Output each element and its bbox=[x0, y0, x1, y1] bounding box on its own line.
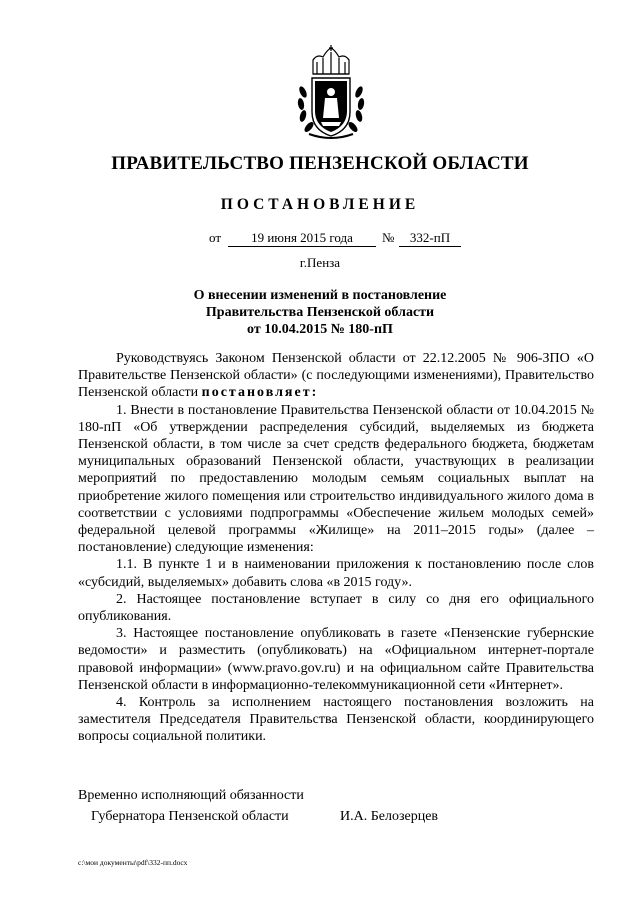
item-3: 3. Настоящее постановление опубликовать в газете «Пензенские губернские ведомости» и разместить (опубликовать) на «Официальном интернет-портале правовой информации» (www.pravo.gov.ru) и на официальном сайте Правительства Пензенской области в информационно-телекоммуникационной сети «Интернет». bbox=[78, 626, 594, 693]
date-prefix: от bbox=[209, 230, 222, 245]
city: г.Пенза bbox=[299, 255, 341, 270]
subject-line-1: О внесении изменений в постановление bbox=[193, 288, 447, 303]
document-body bbox=[78, 350, 594, 746]
intro-paragraph bbox=[78, 350, 594, 402]
number-sign: № bbox=[382, 230, 395, 245]
signatory-position-line-1: Временно исполняющий обязанности bbox=[78, 788, 304, 803]
intro-text: Руководствуясь Законом Пензенской области от 22.12.2005 № 906-ЗПО «О Правительстве Пензенской области» (с последующими изменениями), Правительство Пензенской области bbox=[78, 351, 594, 401]
item-4: 4. Контроль за исполнением настоящего постановления возложить на заместителя Председателя Правительства Пензенской области, координирующего вопросы социальной политики. bbox=[78, 695, 594, 745]
file-path-footer: c:\мои документы\pdf\332-пп.docx bbox=[78, 858, 188, 867]
subject-line-3: от 10.04.2015 № 180-пП bbox=[247, 322, 393, 337]
signatory-position-line-2: Губернатора Пензенской области bbox=[91, 809, 289, 824]
subject-line-2: Правительства Пензенской области bbox=[205, 305, 435, 320]
signatory-name: И.А. Белозерцев bbox=[340, 809, 439, 824]
document-date: 19 июня 2015 года bbox=[228, 230, 376, 247]
resolves-word: постановляет bbox=[201, 385, 312, 401]
document-number: 332-пП bbox=[399, 230, 461, 247]
document-subject bbox=[100, 287, 540, 338]
item-2: 2. Настоящее постановление вступает в силу со дня его официального опубликования. bbox=[78, 591, 594, 625]
document-type: ПОСТАНОВЛЕНИЕ bbox=[220, 196, 420, 213]
penza-coat-of-arms-icon bbox=[293, 44, 369, 142]
item-1-1: 1.1. В пункте 1 и в наименовании приложения к постановлению после слов «субсидий, выделяемых» добавить слова «в 2015 году». bbox=[78, 557, 594, 590]
item-1: 1. Внести в постановление Правительства Пензенской области от 10.04.2015 № 180-пП «Об утверждении распределения субсидий, выделяемых из бюджета Пензенской области, в том числе за счет средств федерального бюджета, бюджетам муниципальных образований Пензенской области, участвующих в реализации мероприятий по предоставлению молодым семьям социальных выплат на приобретение жилого помещения или строительство индивидуального жилого дома в соответствии с условиями подпрограммы «Обеспечение жильем молодых семей» федеральной целевой программы «Жилище» на 2011–2015 годы» (далее – постановление) следующие изменения: bbox=[78, 402, 594, 556]
organization-title: ПРАВИТЕЛЬСТВО ПЕНЗЕНСКОЙ ОБЛАСТИ bbox=[111, 153, 529, 174]
resolves-colon: : bbox=[311, 385, 319, 401]
signature-block bbox=[78, 785, 439, 827]
